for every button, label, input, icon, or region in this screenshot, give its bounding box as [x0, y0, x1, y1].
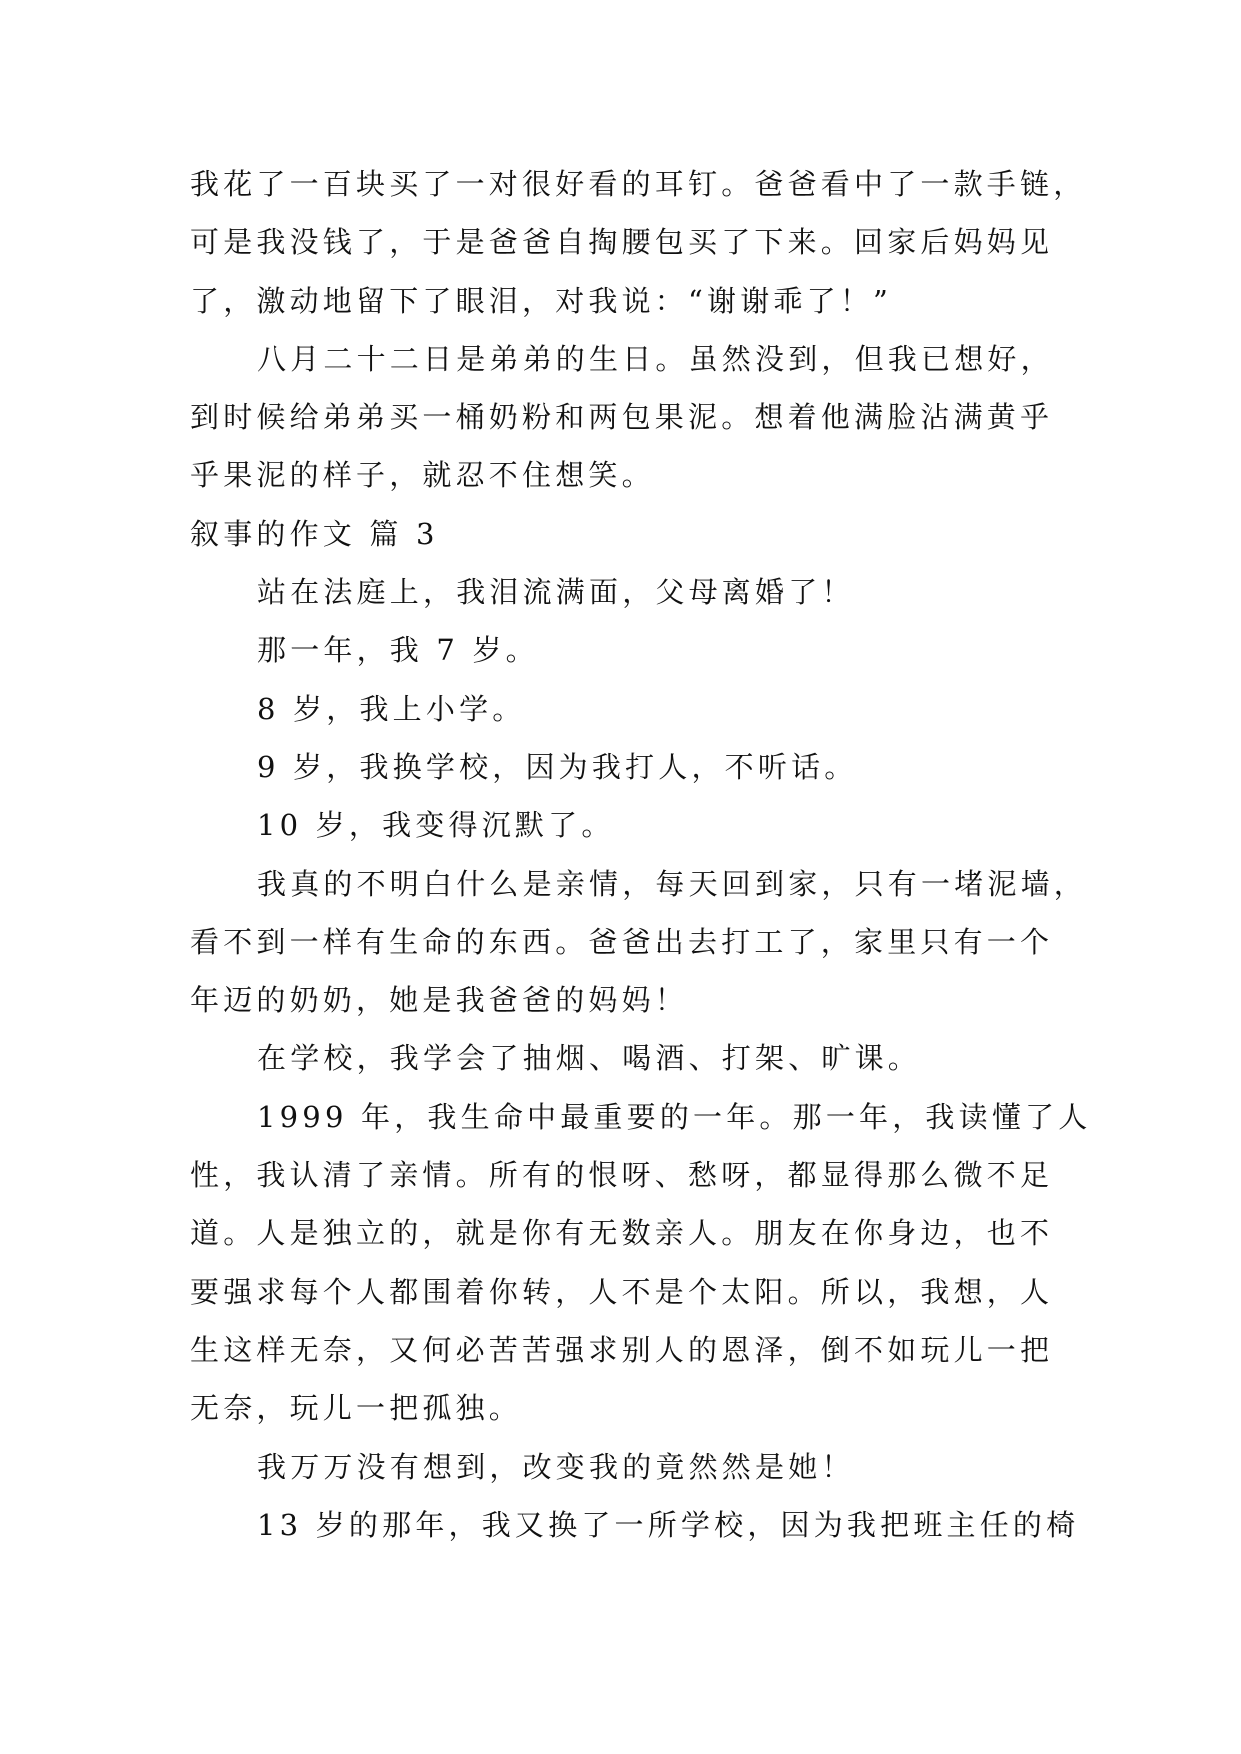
- paragraph: [190, 1496, 1170, 1554]
- text-line: 要强求每个人都围着你转，人不是个太阳。所以，我想，人: [190, 1274, 1054, 1309]
- text-line: 到时候给弟弟买一桶奶粉和两包果泥。想着他满脸沾满黄乎: [190, 400, 1054, 435]
- text-line: 看不到一样有生命的东西。爸爸出去打工了，家里只有一个: [190, 924, 1054, 959]
- text-line: 我万万没有想到，改变我的竟然然是她！: [257, 1449, 855, 1484]
- text-line: 站在法庭上，我泪流满面，父母离婚了！: [257, 575, 855, 610]
- text-line: 生这样无奈，又何必苦苦强求别人的恩泽，倒不如玩儿一把: [190, 1332, 1054, 1367]
- paragraph: [190, 796, 1170, 854]
- paragraph: [190, 155, 1170, 330]
- text-line: 乎果泥的样子，就忍不住想笑。: [190, 458, 655, 493]
- text-line: 道。人是独立的，就是你有无数亲人。朋友在你身边，也不: [190, 1216, 1054, 1251]
- text-line: 10 岁，我变得沉默了。: [257, 808, 615, 843]
- paragraph: [190, 1438, 1170, 1496]
- paragraph: [190, 621, 1170, 679]
- heading-text: 叙事的作文 篇 3: [190, 516, 439, 551]
- text-line: 9 岁，我换学校，因为我打人，不听话。: [257, 749, 858, 784]
- paragraph: [190, 1088, 1170, 1438]
- text-line: 八月二十二日是弟弟的生日。虽然没到，但我已想好，: [257, 341, 1054, 376]
- text-line: 13 岁的那年，我又换了一所学校，因为我把班主任的椅: [257, 1507, 1080, 1542]
- paragraph: [190, 855, 1170, 1030]
- text-line: 我花了一百块买了一对很好看的耳钉。爸爸看中了一款手链，: [190, 167, 1087, 201]
- paragraph: [190, 563, 1170, 621]
- text-line: 1999 年，我生命中最重要的一年。那一年，我读懂了人: [257, 1099, 1092, 1134]
- paragraph: [190, 1029, 1170, 1087]
- text-line: 在学校，我学会了抽烟、喝酒、打架、旷课。: [257, 1041, 922, 1076]
- text-line: 那一年，我 7 岁。: [257, 633, 539, 668]
- section-heading: [190, 505, 1170, 563]
- text-line: 可是我没钱了，于是爸爸自掏腰包买了下来。回家后妈妈见: [190, 225, 1054, 260]
- text-line: 年迈的奶奶，她是我爸爸的妈妈！: [190, 983, 689, 1018]
- document-body: [190, 155, 1170, 1554]
- text-line: 无奈，玩儿一把孤独。: [190, 1391, 523, 1426]
- paragraph: [190, 738, 1170, 796]
- paragraph: [190, 680, 1170, 738]
- text-line: 8 岁，我上小学。: [257, 691, 526, 726]
- text-line: 了，激动地留下了眼泪，对我说：“谢谢乖了！”: [190, 283, 893, 318]
- text-line: 我真的不明白什么是亲情，每天回到家，只有一堵泥墙，: [257, 866, 1088, 901]
- paragraph: [190, 330, 1170, 505]
- text-line: 性，我认清了亲情。所有的恨呀、愁呀，都显得那么微不足: [190, 1158, 1054, 1193]
